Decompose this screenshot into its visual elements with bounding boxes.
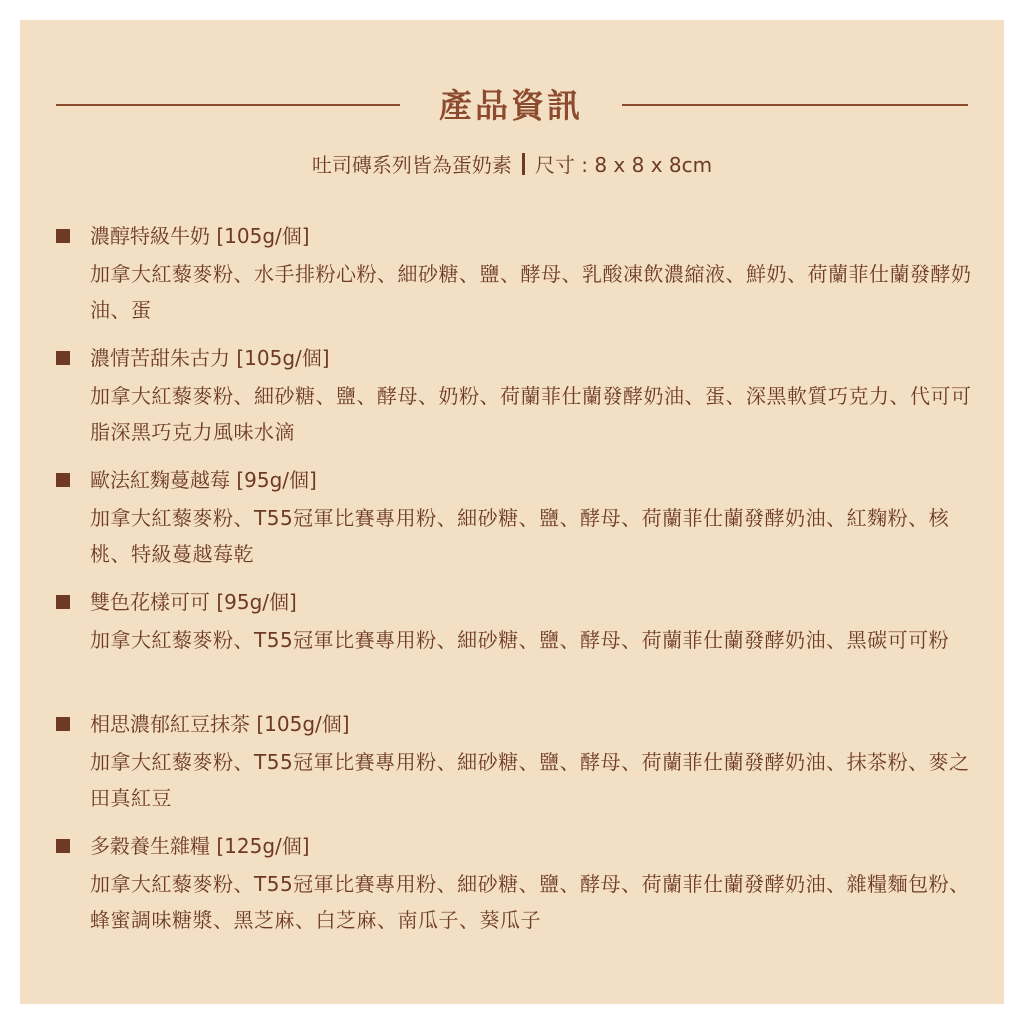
product-item — [56, 216, 976, 338]
product-ingredients: 加拿大紅藜麥粉、T55冠軍比賽專用粉、細砂糖、鹽、酵母、荷蘭菲仕蘭發酵奶油、黑碳可可粉 — [90, 628, 950, 652]
subtitle — [20, 148, 1004, 182]
subtitle-size: 尺寸 : 8 x 8 x 8cm — [534, 153, 713, 177]
product-name: 濃醇特級牛奶 [105g/個] — [90, 224, 310, 248]
section-header — [56, 82, 968, 130]
square-bullet-icon — [56, 229, 70, 243]
product-item — [56, 460, 976, 582]
square-bullet-icon — [56, 351, 70, 365]
product-list — [56, 216, 976, 948]
product-info-panel — [20, 20, 1004, 1004]
product-name: 濃情苦甜朱古力 [105g/個] — [90, 346, 330, 370]
product-name: 相思濃郁紅豆抹茶 [105g/個] — [90, 712, 350, 736]
subtitle-diet-note: 吐司磚系列皆為蛋奶素 — [311, 153, 512, 177]
header-rule-left — [56, 104, 400, 106]
square-bullet-icon — [56, 595, 70, 609]
product-ingredients: 加拿大紅藜麥粉、細砂糖、鹽、酵母、奶粉、荷蘭菲仕蘭發酵奶油、蛋、深黑軟質巧克力、代可可脂深黑巧克力風味水滴 — [90, 384, 972, 444]
header-rule-right — [622, 104, 968, 106]
product-ingredients: 加拿大紅藜麥粉、T55冠軍比賽專用粉、細砂糖、鹽、酵母、荷蘭菲仕蘭發酵奶油、紅麴粉、核桃、特級蔓越莓乾 — [90, 506, 950, 566]
square-bullet-icon — [56, 839, 70, 853]
subtitle-separator — [522, 153, 525, 175]
square-bullet-icon — [56, 473, 70, 487]
product-item — [56, 826, 976, 948]
product-item — [56, 582, 976, 704]
product-ingredients: 加拿大紅藜麥粉、T55冠軍比賽專用粉、細砂糖、鹽、酵母、荷蘭菲仕蘭發酵奶油、雜糧麵包粉、蜂蜜調味糖漿、黑芝麻、白芝麻、南瓜子、葵瓜子 — [90, 872, 970, 932]
product-item — [56, 338, 976, 460]
product-name: 多穀養生雜糧 [125g/個] — [90, 834, 310, 858]
product-ingredients: 加拿大紅藜麥粉、T55冠軍比賽專用粉、細砂糖、鹽、酵母、荷蘭菲仕蘭發酵奶油、抹茶粉、麥之田真紅豆 — [90, 750, 970, 810]
square-bullet-icon — [56, 717, 70, 731]
page-title: 產品資訊 — [439, 86, 583, 125]
product-item — [56, 704, 976, 826]
product-name: 歐法紅麴蔓越莓 [95g/個] — [90, 468, 317, 492]
product-ingredients: 加拿大紅藜麥粉、水手排粉心粉、細砂糖、鹽、酵母、乳酸凍飲濃縮液、鮮奶、荷蘭菲仕蘭發酵奶油、蛋 — [90, 262, 972, 322]
product-name: 雙色花樣可可 [95g/個] — [90, 590, 297, 614]
